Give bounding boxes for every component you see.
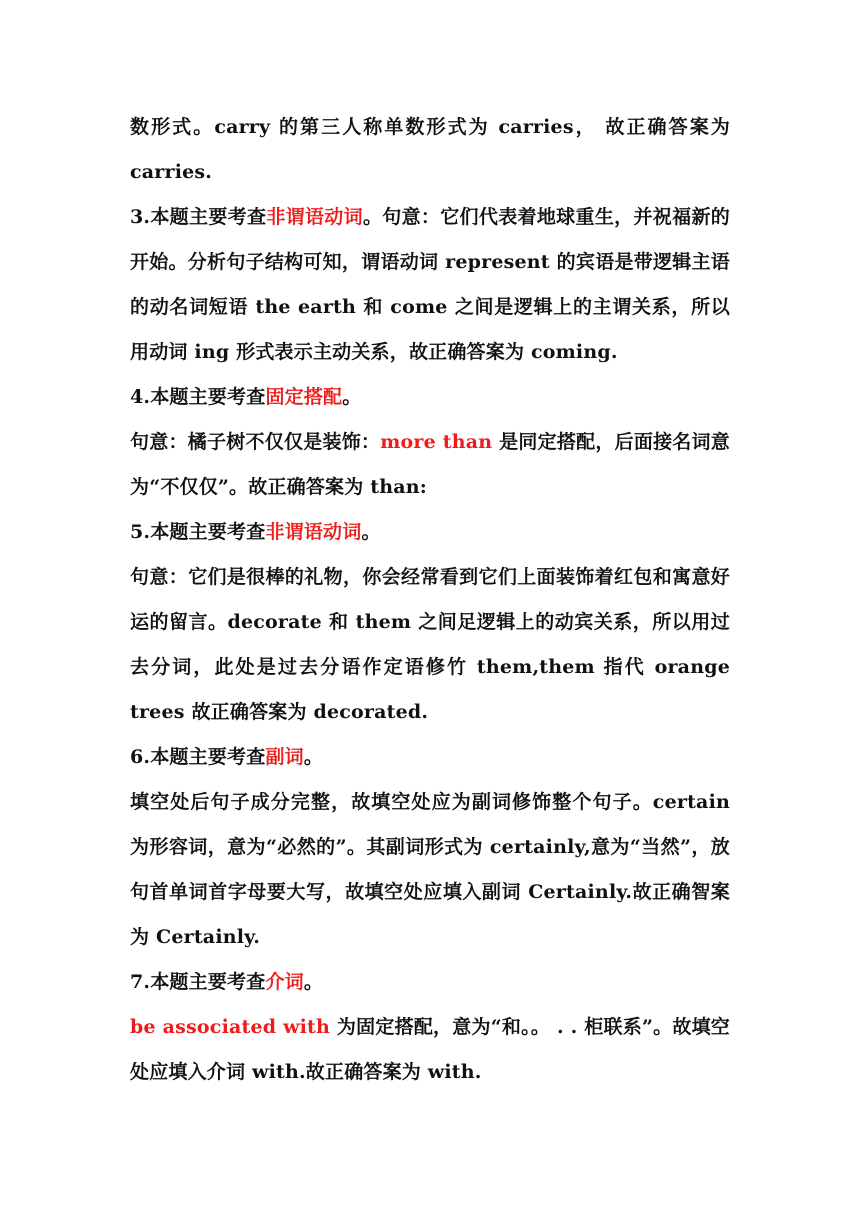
text-segment: 。句意：它们代表着地球重生，并祝福新的开始。分析句子结构可知，谓语动词 represent 的宾语是带逻辑主语的动名词短语 the earth 和 come 之间是逻辑上的主谓关系，所以用动词 ing 形式表示主动关系，故正确答案为 coming. <box>130 206 730 363</box>
text-segment: 6.本题主要考查 <box>130 746 266 768</box>
highlight-term: 副词 <box>265 746 304 768</box>
text-segment: 是同定搭配，后面接名词意为“不仅仅”。故正确答案为 than: <box>130 431 730 498</box>
text-segment: 填空处后句子成分完整，故填空处应为副词修饰整个句子。certain 为形容词，意为“必然的”。其副词形式为 certainly,意为“当然”，放句首单词首字母要大写，故填空处应填入副词 Certainly.故正确智案为 Certainly. <box>130 791 730 948</box>
paragraph-question-7-explanation <box>130 1005 730 1095</box>
text-segment: 。 <box>303 746 324 768</box>
text-segment: 为固定搭配，意为“和。。 . . 柜联系”。故填空处应填入介词 with.故正确答案为 with. <box>130 1016 730 1083</box>
text-segment: 句意：它们是很棒的礼物，你会经常看到它们上面装饰着红包和寓意好运的留言。decorate 和 them 之间足逻辑上的动宾关系，所以用过去分词，此处是过去分语作定语修竹 them,them 指代 orange trees 故正确答案为 decorated. <box>130 566 730 723</box>
text-segment: 。 <box>361 521 381 543</box>
highlight-term: 非谓语动词 <box>265 521 362 543</box>
paragraph-carries-answer <box>130 105 730 195</box>
paragraph-question-4-heading <box>130 375 730 420</box>
text-segment: 5.本题主要考查 <box>130 521 266 543</box>
highlight-term: 介词 <box>265 971 304 993</box>
highlight-term: be associated with <box>130 1016 331 1038</box>
paragraph-question-5-heading <box>130 510 730 555</box>
document-page <box>130 105 730 1095</box>
paragraph-question-4-explanation <box>130 420 730 510</box>
text-segment: 7.本题主要考查 <box>130 971 266 993</box>
paragraph-question-6-explanation <box>130 780 730 960</box>
highlight-term: 非谓语动词 <box>266 206 363 228</box>
paragraph-question-5-explanation <box>130 555 730 735</box>
paragraph-question-6-heading <box>130 735 730 780</box>
text-segment: 。 <box>342 386 362 408</box>
highlight-term: more than <box>380 431 493 453</box>
text-segment: 。 <box>303 971 324 993</box>
paragraph-question-3 <box>130 195 730 375</box>
text-segment: 3.本题主要考查 <box>130 206 267 228</box>
highlight-term: 固定搭配 <box>265 386 343 408</box>
text-segment: 数形式。carry 的第三人称单数形式为 carries， 故正确答案为 carries. <box>130 116 730 183</box>
text-segment: 4.本题主要考查 <box>130 386 266 408</box>
text-segment: 句意：橘子树不仅仅是装饰： <box>130 431 381 453</box>
paragraph-question-7-heading <box>130 960 730 1005</box>
